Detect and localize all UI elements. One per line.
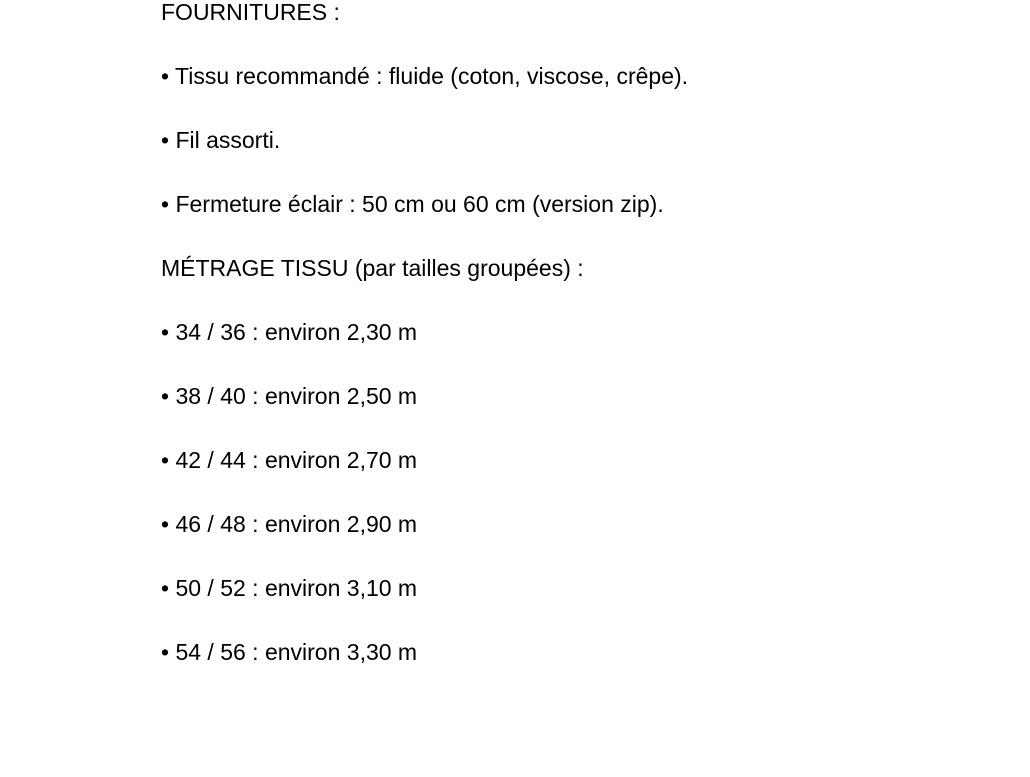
supply-item-thread: • Fil assorti. bbox=[161, 127, 281, 153]
fabric-size-item: • 38 / 40 : environ 2,50 m bbox=[161, 383, 418, 409]
fabric-size-item: • 46 / 48 : environ 2,90 m bbox=[161, 511, 418, 537]
fabric-size-item: • 34 / 36 : environ 2,30 m bbox=[161, 319, 418, 345]
supply-item-zipper: • Fermeture éclair : 50 cm ou 60 cm (version zip). bbox=[161, 191, 664, 217]
supply-item-fabric: • Tissu recommandé : fluide (coton, viscose, crêpe). bbox=[161, 63, 689, 89]
supplies-heading: FOURNITURES : bbox=[161, 0, 340, 25]
fabric-size-item: • 54 / 56 : environ 3,30 m bbox=[161, 639, 418, 665]
fabric-size-item: • 50 / 52 : environ 3,10 m bbox=[161, 575, 418, 601]
fabric-yardage-heading: MÉTRAGE TISSU (par tailles groupées) : bbox=[161, 255, 584, 281]
fabric-size-item: • 42 / 44 : environ 2,70 m bbox=[161, 447, 418, 473]
